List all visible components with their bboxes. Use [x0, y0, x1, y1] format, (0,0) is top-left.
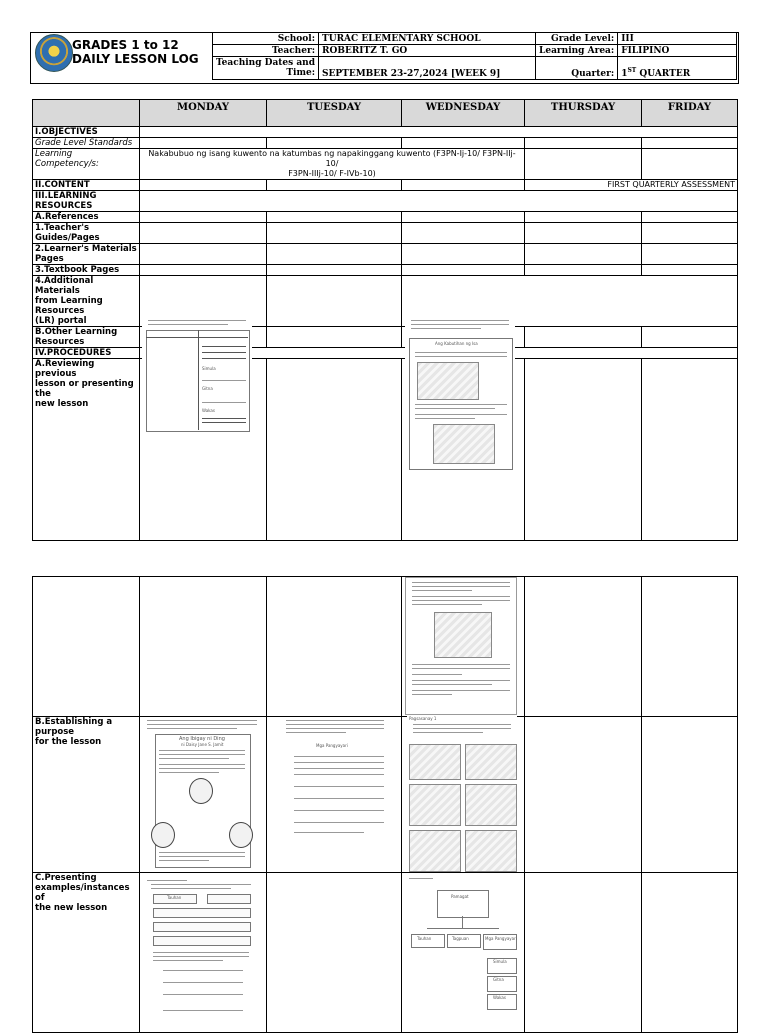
text-line: [286, 720, 384, 721]
cell: [642, 244, 738, 265]
cell: [140, 577, 267, 717]
objectives-label: I.OBJECTIVES: [33, 127, 140, 138]
objectives-cell: [140, 127, 738, 138]
wednesday-picture-activity-thumbnail: [407, 716, 517, 872]
text-line: [411, 324, 509, 325]
answer-line: [163, 970, 243, 971]
cell: [33, 577, 140, 717]
activity-picture: [409, 830, 461, 872]
cell: [140, 180, 267, 191]
text-line: [286, 728, 384, 729]
text-line: [148, 320, 246, 321]
teaching-dates-label: [213, 57, 319, 80]
text-line: [159, 860, 209, 861]
assessment-text: FIRST QUARTERLY ASSESSMENT: [525, 180, 738, 191]
purpose-line-2: for the lesson: [35, 737, 102, 747]
day-header-thursday: THURSDAY: [525, 100, 642, 127]
cell: [140, 265, 267, 276]
friday-purpose-cell: [642, 717, 738, 873]
cell: [525, 577, 642, 717]
wakas-label: Wakas: [202, 408, 215, 413]
activity-picture: [465, 744, 517, 780]
cell: [525, 138, 642, 149]
connector: [427, 928, 499, 929]
text-line: [412, 694, 452, 695]
text-line: [411, 320, 509, 321]
divider: [146, 337, 248, 338]
text-line: [412, 596, 510, 597]
quarter-label: Quarter:: [536, 57, 618, 80]
text-line: [159, 750, 245, 751]
teaching-dates-value: SEPTEMBER 23-27,2024 [WEEK 9]: [319, 57, 536, 80]
answer-line: [294, 832, 364, 833]
cell: [267, 180, 402, 191]
friday-review-cell: [642, 359, 738, 541]
learning-area-label: Learning Area:: [536, 45, 618, 57]
cell: [267, 276, 402, 327]
text-line: [159, 768, 245, 769]
tagpuan-label: Tagpuan: [452, 936, 469, 941]
simula-label: Simula: [202, 366, 216, 371]
pamagat-label: Pamagat: [451, 894, 469, 899]
cell: [402, 138, 525, 149]
presenting-line-1: C.Presenting: [35, 873, 97, 883]
presenting-label: [33, 873, 140, 1033]
text-line: [286, 732, 346, 733]
learning-resources-label: III.LEARNING RESOURCES: [33, 191, 140, 212]
grade-level-value: III: [618, 33, 737, 45]
cell: [140, 138, 267, 149]
cell: [402, 212, 525, 223]
answer-line: [163, 1010, 243, 1011]
text-line: [412, 590, 472, 591]
grade-level-label: Grade Level:: [536, 33, 618, 45]
simula-label: Simula: [493, 959, 507, 964]
cell: [525, 244, 642, 265]
day-header-tuesday: TUESDAY: [267, 100, 402, 127]
cell: [642, 577, 738, 717]
reviewing-line-2: lesson or presenting the: [35, 379, 134, 399]
text-line: [159, 754, 245, 755]
text-line: [151, 888, 231, 889]
other-resources-line-2: Resources: [35, 337, 85, 347]
text-line: [147, 724, 257, 725]
header-info-table: [212, 32, 737, 80]
text-line: [415, 356, 507, 357]
text-line: [147, 720, 257, 721]
cell: [267, 577, 402, 717]
cell: [642, 212, 738, 223]
answer-line: [294, 810, 384, 811]
cell: [525, 149, 642, 180]
story-illustration: [433, 424, 495, 464]
text-line: [159, 764, 245, 765]
tauhan-label: Tauhan: [417, 936, 432, 941]
cell: [267, 138, 402, 149]
text-line: [415, 408, 495, 409]
text-line: [415, 404, 507, 405]
document-title: [72, 38, 199, 66]
character-face-icon: [151, 822, 175, 848]
wednesday-story-map-thumbnail: [407, 876, 519, 1022]
divider: [202, 418, 246, 419]
answer-line: [163, 982, 243, 983]
divider: [202, 422, 246, 423]
additional-materials-line-3: (LR) portal: [35, 316, 87, 326]
activity-heading: Pagsasanay 1: [409, 716, 437, 721]
content-label: II.CONTENT: [33, 180, 140, 191]
answer-line: [294, 786, 384, 787]
thursday-review-cell: [525, 359, 642, 541]
cell: [267, 265, 402, 276]
cell: [140, 191, 738, 212]
text-line: [159, 758, 229, 759]
quarter-suffix: ST: [627, 67, 637, 74]
additional-materials-line-2: from Learning Resources: [35, 296, 103, 316]
text-line: [412, 600, 510, 601]
text-line: [412, 582, 510, 583]
text-line: [412, 684, 492, 685]
text-line: [147, 728, 237, 729]
text-line: [412, 680, 510, 681]
cell: [267, 244, 402, 265]
school-value: TURAC ELEMENTARY SCHOOL: [319, 33, 536, 45]
text-line: [412, 674, 462, 675]
cell: [525, 265, 642, 276]
tauhan-label: Tauhan: [167, 895, 182, 900]
cell: [642, 265, 738, 276]
quarter-value: [618, 57, 737, 80]
cell: [525, 212, 642, 223]
answer-line: [294, 822, 384, 823]
friday-presenting-cell: [642, 873, 738, 1033]
teaching-dates-label-1: Teaching Dates and: [216, 58, 316, 68]
title-line-2: DAILY LESSON LOG: [72, 52, 199, 66]
text-line: [412, 668, 510, 669]
text-line: [294, 762, 384, 763]
cell: [267, 212, 402, 223]
teacher-value: ROBERITZ T. GO: [319, 45, 536, 57]
procedures-label: IV.PROCEDURES: [33, 348, 140, 359]
wakas-label: Wakas: [493, 995, 506, 1000]
school-label: School:: [213, 33, 319, 45]
cell: [402, 180, 525, 191]
story-author: ni Daisy Jane S. Jamit: [181, 742, 224, 747]
lesson-log-table: [32, 99, 738, 541]
cell: [140, 212, 267, 223]
reviewing-label: [33, 359, 140, 541]
learners-materials-line-1: 2.Learner's Materials: [35, 244, 137, 254]
text-line: [202, 402, 246, 403]
text-line: [147, 880, 187, 881]
learners-materials-label: [33, 244, 140, 265]
cell: [267, 223, 402, 244]
references-label: A.References: [33, 212, 140, 223]
label-box: [153, 908, 251, 918]
divider: [202, 346, 246, 347]
pangyayari-heading: Mga Pangyayari: [316, 743, 348, 748]
label-box: [207, 894, 251, 904]
tuesday-worksheet-thumbnail: [280, 718, 390, 838]
text-line: [153, 956, 249, 957]
presenting-line-3: the new lesson: [35, 903, 108, 913]
teaching-dates-label-2: Time:: [286, 68, 316, 78]
other-resources-line-1: B.Other Learning: [35, 327, 118, 337]
story-illustration: [434, 612, 492, 658]
other-resources-label: [33, 327, 140, 348]
cell: [267, 327, 402, 348]
text-line: [413, 724, 511, 725]
text-line: [412, 664, 510, 665]
additional-materials-line-1: 4.Additional Materials: [35, 276, 94, 296]
text-line: [202, 380, 246, 381]
monday-worksheet-thumbnail: [142, 318, 252, 432]
learners-materials-line-2: Pages: [35, 254, 64, 264]
story-title: Ang Ibigay ni Ding: [179, 736, 225, 742]
cell: [402, 223, 525, 244]
presenting-line-2: examples/instances of: [35, 883, 130, 903]
learning-area-value: FILIPINO: [618, 45, 737, 57]
teachers-guides-label: 1.Teacher's Guides/Pages: [33, 223, 140, 244]
connector: [462, 916, 463, 928]
wednesday-story-thumbnail: [405, 318, 515, 470]
text-line: [415, 418, 475, 419]
text-line: [159, 856, 245, 857]
divider: [198, 330, 199, 430]
textbook-pages-label: 3.Textbook Pages: [33, 265, 140, 276]
cell: [140, 223, 267, 244]
cell: [642, 138, 738, 149]
text-line: [412, 690, 510, 691]
text-line: [286, 724, 384, 725]
text-line: [294, 768, 384, 769]
label-box: [153, 922, 251, 932]
cell: [402, 244, 525, 265]
purpose-label: [33, 717, 140, 873]
day-header-friday: FRIDAY: [642, 100, 738, 127]
monday-story-thumbnail: [143, 718, 261, 868]
activity-picture: [409, 784, 461, 826]
text-line: [294, 756, 384, 757]
learning-competency-label: Learning Competency/s:: [33, 149, 140, 180]
thursday-purpose-cell: [525, 717, 642, 873]
cell: [642, 149, 738, 180]
quarter-word: QUARTER: [636, 69, 691, 79]
title-line-1: GRADES 1 to 12: [72, 38, 179, 52]
divider: [202, 358, 246, 359]
text-line: [148, 324, 228, 325]
corner-cell: [33, 100, 140, 127]
grade-level-standards-label: Grade Level Standards: [33, 138, 140, 149]
cell: [402, 265, 525, 276]
deped-seal-logo: [35, 34, 73, 72]
divider: [202, 352, 246, 353]
tuesday-presenting-cell: [267, 873, 402, 1033]
text-line: [415, 352, 507, 353]
cell: [642, 327, 738, 348]
wednesday-story-continued-thumbnail: [405, 577, 517, 715]
label-box: [153, 936, 251, 946]
competency-line-1: Nakabubuo ng isang kuwento na katumbas ng napakinggang kuwento (F3PN-Ij-10/ F3PN-IIj-10/: [148, 149, 516, 168]
answer-line: [163, 994, 243, 995]
text-line: [412, 586, 510, 587]
story-illustration: [417, 362, 479, 400]
text-line: [153, 960, 223, 961]
text-line: [159, 772, 219, 773]
text-line: [151, 884, 251, 885]
answer-line: [294, 798, 384, 799]
text-line: [412, 604, 482, 605]
character-face-icon: [189, 778, 213, 804]
day-header-monday: MONDAY: [140, 100, 267, 127]
additional-materials-label: [33, 276, 140, 327]
activity-picture: [465, 784, 517, 826]
activity-picture: [465, 830, 517, 872]
text-line: [413, 732, 483, 733]
text-line: [153, 952, 249, 953]
character-face-icon: [229, 822, 253, 848]
reviewing-line-3: new lesson: [35, 399, 89, 409]
text-line: [415, 414, 507, 415]
pangyayari-label: Mga Pangyayari: [485, 936, 517, 941]
activity-picture: [409, 744, 461, 780]
teacher-label: Teacher:: [213, 45, 319, 57]
text-line: [294, 774, 384, 775]
quarter-number: 1: [621, 69, 628, 79]
gitna-label: Gitna: [493, 977, 504, 982]
text-line: [409, 878, 433, 879]
cell: [525, 327, 642, 348]
learning-competency-text: [140, 149, 525, 180]
day-header-wednesday: WEDNESDAY: [402, 100, 525, 127]
reviewing-line-1: A.Reviewing previous: [35, 359, 95, 379]
text-line: [411, 328, 481, 329]
cell: [642, 223, 738, 244]
cell: [140, 244, 267, 265]
cell: [525, 223, 642, 244]
tuesday-review-cell: [267, 359, 402, 541]
gitna-label: Gitna: [202, 386, 213, 391]
competency-line-2: F3PN-IIIj-10/ F-IVb-10): [288, 169, 376, 178]
monday-exercise-thumbnail: [143, 878, 261, 1022]
text-line: [159, 852, 245, 853]
text-line: [413, 728, 511, 729]
purpose-line-1: B.Establishing a purpose: [35, 717, 113, 737]
story-title: Ang Kabutihan ng Isa: [435, 341, 478, 346]
thursday-presenting-cell: [525, 873, 642, 1033]
